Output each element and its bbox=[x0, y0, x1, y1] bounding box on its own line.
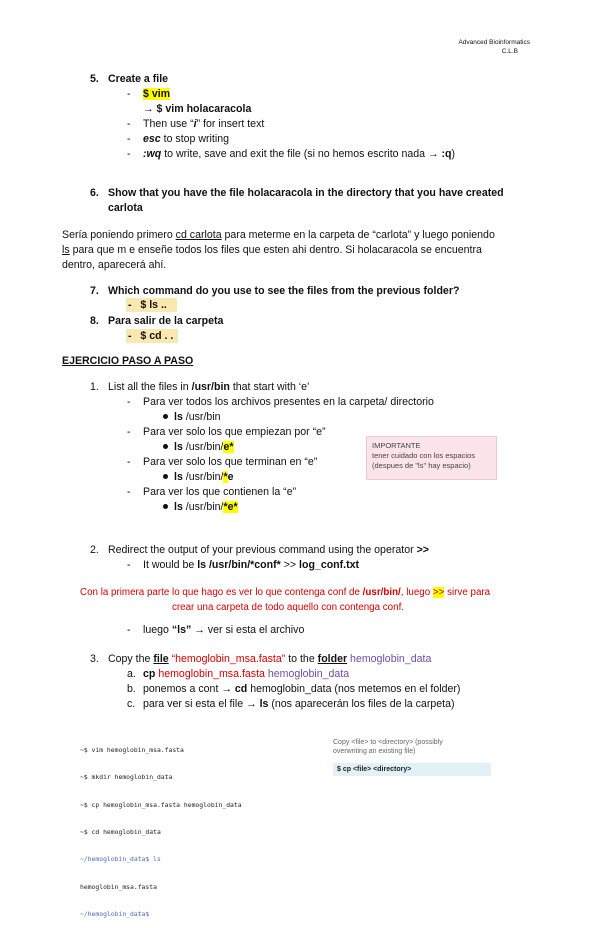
e1-c-cmd: ls /usr/bin/*e bbox=[163, 470, 234, 484]
s5-cmd-vim-file: → $ vim holacaracola bbox=[143, 103, 252, 115]
s5-dash3: - bbox=[127, 133, 131, 145]
e3-text: Copy the file “hemoglobin_msa.fasta” to the folder hemoglobin_data bbox=[108, 653, 432, 665]
e1-a-dash: - bbox=[127, 396, 131, 408]
s6-paragraph-line1: Sería poniendo primero cd carlota para meterme en la carpeta de “carlota” y luego poniendo bbox=[62, 229, 495, 241]
s5-dash4: - bbox=[127, 148, 131, 160]
e3-c-label: c. bbox=[127, 698, 136, 710]
cp-desc-line2: overwriting an existing file) bbox=[333, 748, 416, 756]
s5-dash2: - bbox=[127, 118, 131, 130]
e1-text: List all the files in /usr/bin that start with ‘e’ bbox=[108, 381, 310, 393]
e3-b-cmd: ponemos a cont → cd hemoglobin_data (nos metemos en el folder) bbox=[143, 683, 461, 695]
e2-text: Redirect the output of your previous command using the operator >> bbox=[108, 544, 429, 556]
s5-wq-text: :wq to write, save and exit the file (si no hemos escrito nada → :q) bbox=[143, 148, 456, 160]
s7-cmd: - $ ls .. bbox=[126, 298, 177, 312]
e1-d-dash: - bbox=[127, 486, 131, 498]
e1-a-text: Para ver todos los archivos presentes en la carpeta/ directorio bbox=[143, 396, 434, 408]
s6-paragraph-line3: dentro, aparecerá ahí. bbox=[62, 259, 167, 271]
note-line2: tener cuidado con los espacios bbox=[372, 451, 475, 461]
s7-title: Which command do you use to see the files from the previous folder? bbox=[108, 285, 460, 297]
e1-c-dash: - bbox=[127, 456, 131, 468]
e1-b-cmd: ls /usr/bin/e* bbox=[163, 440, 234, 454]
note-line3: (despues de "ls" hay espacio) bbox=[372, 461, 471, 471]
cp-desc-line1: Copy <file> to <directory> (possibly bbox=[333, 739, 443, 746]
e2-red-line1: Con la primera parte lo que hago es ver lo que contenga conf de /usr/bin/, luego >> sirve para bbox=[80, 587, 491, 598]
e2-luego-text: luego “ls” → ver si esta el archivo bbox=[143, 624, 305, 636]
s7-number: 7. bbox=[90, 285, 99, 297]
e2-red-line2: crear una carpeta de todo aquello con contenga conf. bbox=[172, 602, 405, 613]
header-initials: C.L.B bbox=[501, 48, 518, 55]
e2-dash: - bbox=[127, 559, 131, 571]
terminal-line: ~$ mkdir hemoglobin_data bbox=[80, 773, 173, 782]
terminal-line: ~$ cd hemoglobin_data bbox=[80, 828, 161, 837]
s6-paragraph-line2: ls para que m e enseñe todos los files que esten ahi dentro. Si holacaracola se encuentra bbox=[62, 244, 482, 256]
e1-c-text: Para ver solo los que terminan en “e” bbox=[143, 456, 318, 468]
e3-b-label: b. bbox=[127, 683, 136, 695]
e2-luego-dash: - bbox=[127, 624, 131, 636]
e1-b-dash: - bbox=[127, 426, 131, 438]
terminal-line: ~$ cp hemoglobin_msa.fasta hemoglobin_data bbox=[80, 800, 242, 809]
s5-dash1: - bbox=[127, 88, 131, 100]
e3-a-label: a. bbox=[127, 668, 136, 680]
e1-b-text: Para ver solo los que empiezan por “e” bbox=[143, 426, 326, 438]
e1-number: 1. bbox=[90, 381, 99, 393]
e2-number: 2. bbox=[90, 544, 99, 556]
cp-syntax: $ cp <file> <directory> bbox=[333, 763, 491, 776]
s5-number: 5. bbox=[90, 73, 99, 85]
terminal-line: ~$ vim hemoglobin_msa.fasta bbox=[80, 746, 184, 755]
e1-a-cmd: ls /usr/bin bbox=[163, 410, 221, 424]
note-title: IMPORTANTE bbox=[372, 441, 421, 450]
e3-number: 3. bbox=[90, 653, 99, 665]
s6-title-line2: carlota bbox=[108, 202, 143, 214]
s5-title: Create a file bbox=[108, 73, 169, 85]
s5-esc-text: esc to stop writing bbox=[143, 133, 229, 145]
e1-d-cmd: ls /usr/bin/*e* bbox=[163, 500, 238, 514]
s8-cmd: - $ cd . . bbox=[126, 329, 178, 343]
e3-c-cmd: para ver si esta el file → ls (nos aparecerán los files de la carpeta) bbox=[143, 698, 455, 710]
s6-title-line1: Show that you have the file holacaracola in the directory that you have created bbox=[108, 187, 504, 199]
e1-d-text: Para ver los que contienen la “e” bbox=[143, 486, 297, 498]
terminal-screenshot bbox=[80, 728, 290, 918]
terminal-line: ~/hemoglobin_data$ ls bbox=[80, 855, 161, 864]
s8-number: 8. bbox=[90, 315, 99, 327]
ejercicio-heading: EJERCICIO PASO A PASO bbox=[62, 355, 194, 367]
header-course: Advanced Bioinformatics bbox=[458, 39, 530, 46]
s5-cmd-vim: $ vim bbox=[143, 88, 171, 100]
terminal-line: ~/hemoglobin_data$ bbox=[80, 909, 150, 918]
e2-would-be: It would be ls /usr/bin/*conf* >> log_conf.txt bbox=[143, 559, 360, 571]
importante-note bbox=[366, 436, 497, 480]
s8-title: Para salir de la carpeta bbox=[108, 315, 224, 327]
e3-a-cmd: cp hemoglobin_msa.fasta hemoglobin_data bbox=[143, 668, 350, 680]
s5-insert-text: Then use “i” for insert text bbox=[143, 118, 265, 130]
terminal-line: hemoglobin_msa.fasta bbox=[80, 882, 157, 891]
s6-number: 6. bbox=[90, 187, 99, 199]
